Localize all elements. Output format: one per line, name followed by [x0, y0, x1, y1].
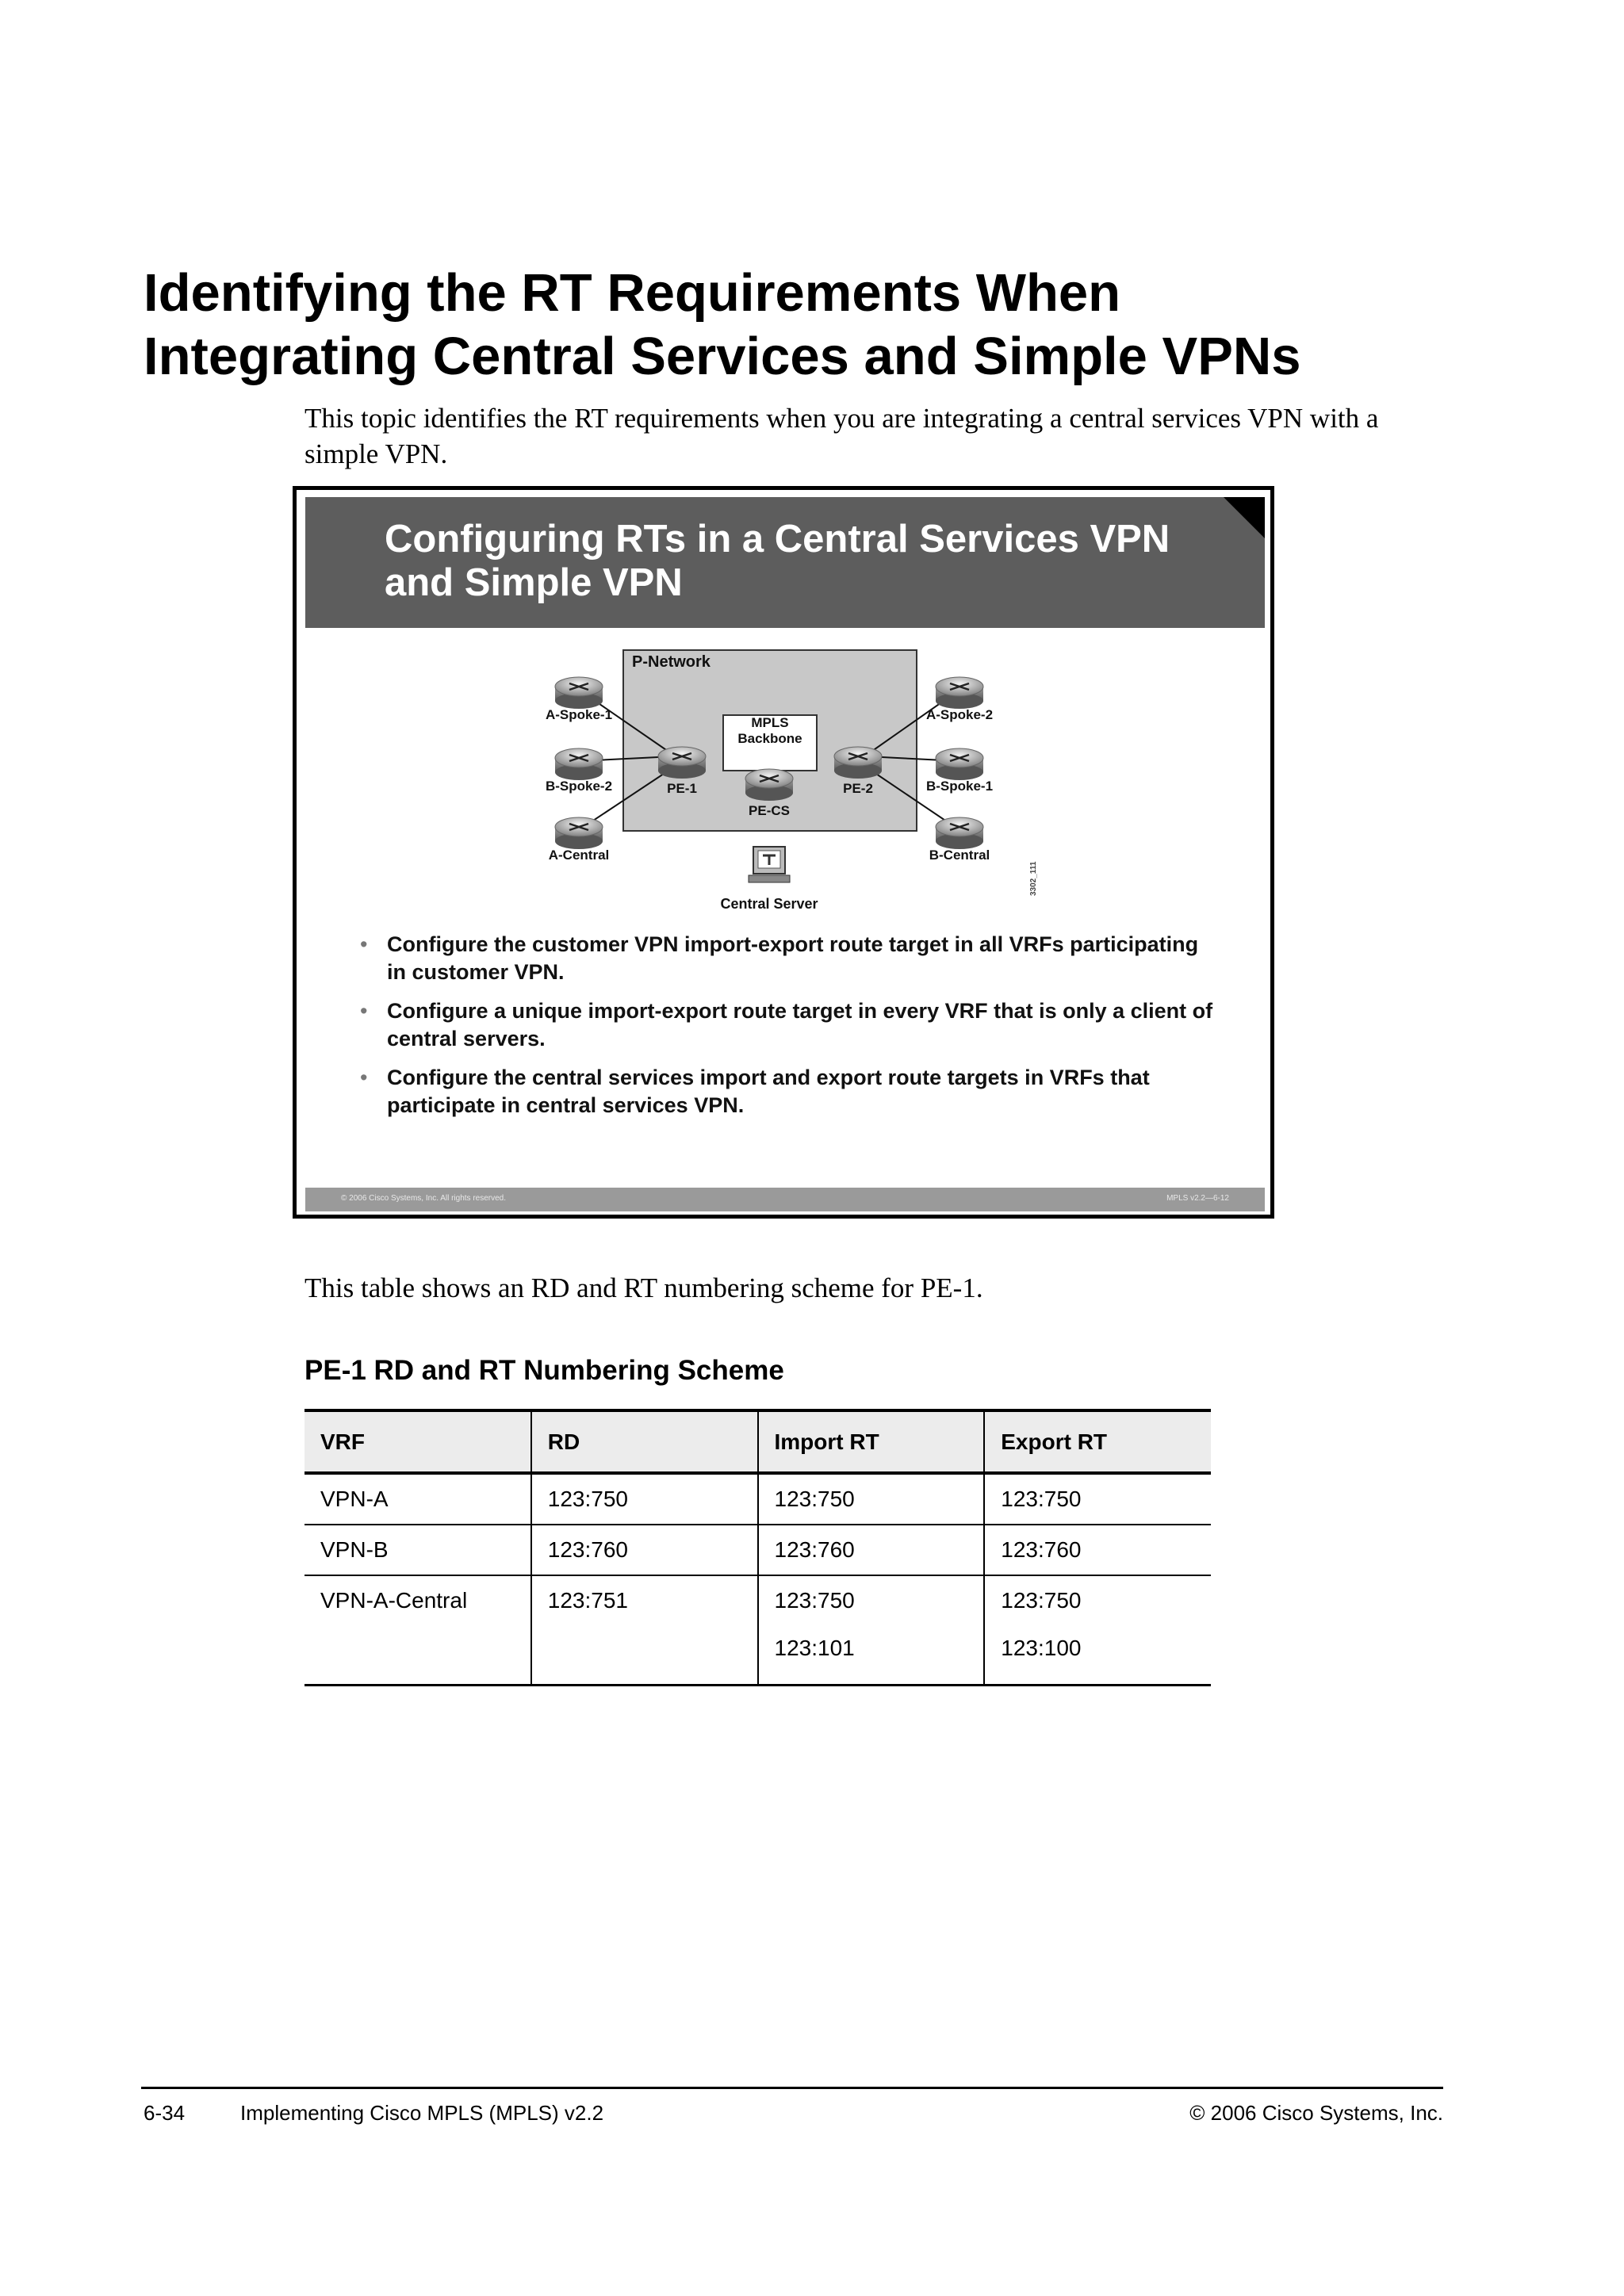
a-spoke-1-label: A-Spoke-1 [545, 707, 613, 722]
table-row [304, 1525, 1211, 1575]
slide-bullet: • Configure the customer VPN import-export route target in all VRFs participating in customer VPN. [360, 932, 1199, 984]
section-heading-line-1: Identifying the RT Requirements When [144, 263, 1121, 323]
table-caption: PE-1 RD and RT Numbering Scheme [304, 1355, 784, 1386]
bullet-dot-icon: • [360, 1066, 368, 1089]
cell-export-rt: 123:760 [984, 1525, 1211, 1575]
cell-rd: 123:751 [531, 1575, 758, 1686]
book-title: Implementing Cisco MPLS (MPLS) v2.2 [240, 2101, 604, 2125]
b-spoke-2-label: B-Spoke-2 [545, 779, 613, 794]
slide-title-line-2: and Simple VPN [385, 561, 683, 604]
slide-title [385, 518, 1225, 605]
slide-bullet: • Configure a unique import-export route target in every VRF that is only a client of central servers. [360, 999, 1213, 1050]
slide-footer [305, 1188, 1265, 1211]
cell-import-rt: 123:750 123:101 [758, 1575, 985, 1686]
slide-bullet-list [358, 931, 1215, 1131]
mpls-label-line-2: Backbone [737, 731, 802, 746]
table-header-row [304, 1410, 1211, 1473]
footer-copyright: © 2006 Cisco Systems, Inc. [1189, 2101, 1443, 2125]
router-b-central-icon [936, 817, 983, 849]
router-a-spoke-1-icon [555, 677, 603, 709]
cell-import-rt: 123:760 [758, 1525, 985, 1575]
b-spoke-1-label: B-Spoke-1 [925, 779, 994, 794]
cell-vrf: VPN-B [304, 1525, 531, 1575]
slide-bullet: • Configure the central services import and export route targets in VRFs that participate in central services VPN. [360, 1066, 1150, 1117]
slide-footer-code: MPLS v2.2—6-12 [1166, 1194, 1229, 1203]
cell-export-rt: 123:750 [984, 1473, 1211, 1525]
b-central-label: B-Central [929, 848, 990, 863]
slide-corner-marker [1224, 497, 1265, 538]
pe-2-label: PE-2 [843, 781, 873, 796]
column-header-import-rt: Import RT [758, 1410, 985, 1473]
router-pe-cs-icon [745, 769, 793, 801]
table-row [304, 1473, 1211, 1525]
a-central-label: A-Central [548, 848, 610, 863]
column-header-export-rt: Export RT [984, 1410, 1211, 1473]
central-server-icon [749, 847, 790, 882]
cell-rd: 123:760 [531, 1525, 758, 1575]
router-a-spoke-2-icon [936, 677, 983, 709]
rd-rt-table [304, 1409, 1211, 1686]
page-number: 6-34 [144, 2101, 186, 2125]
a-spoke-2-label: A-Spoke-2 [925, 707, 994, 722]
pe-1-label: PE-1 [667, 781, 697, 796]
router-pe-1-icon [658, 747, 706, 779]
bullet-dot-icon: • [360, 999, 368, 1023]
network-diagram [515, 642, 1071, 920]
cell-vrf: VPN-A [304, 1473, 531, 1525]
mpls-label-line-1: MPLS [751, 715, 789, 730]
cell-import-rt: 123:750 [758, 1473, 985, 1525]
mpls-backbone-label [722, 715, 818, 747]
router-b-spoke-2-icon [555, 748, 603, 780]
column-header-vrf: VRF [304, 1410, 531, 1473]
router-pe-2-icon [834, 747, 882, 779]
footer-divider [141, 2087, 1443, 2089]
slide-figure [293, 486, 1274, 1219]
bullet-dot-icon: • [360, 932, 368, 956]
slide-title-line-1: Configuring RTs in a Central Services VPN [385, 518, 1170, 561]
central-server-label: Central Server [720, 896, 818, 912]
column-header-rd: RD [531, 1410, 758, 1473]
slide-footer-copyright: © 2006 Cisco Systems, Inc. All rights reserved. [341, 1194, 507, 1203]
cell-vrf: VPN-A-Central [304, 1575, 531, 1686]
router-a-central-icon [555, 817, 603, 849]
intro-paragraph: This topic identifies the RT requirements when you are integrating a central services VPN with a simple VPN. [304, 403, 1379, 469]
section-heading-line-2: Integrating Central Services and Simple VPNs [144, 327, 1301, 386]
p-network-label: P-Network [632, 653, 710, 671]
slide-header [305, 497, 1265, 628]
router-b-spoke-1-icon [936, 748, 983, 780]
table-intro-text: This table shows an RD and RT numbering scheme for PE-1. [304, 1272, 983, 1303]
cell-export-rt: 123:750 123:100 [984, 1575, 1211, 1686]
cell-rd: 123:750 [531, 1473, 758, 1525]
table-row [304, 1575, 1211, 1686]
pe-cs-label: PE-CS [749, 803, 790, 818]
figure-id: 3302_111 [1029, 861, 1038, 896]
section-heading [144, 262, 1452, 388]
